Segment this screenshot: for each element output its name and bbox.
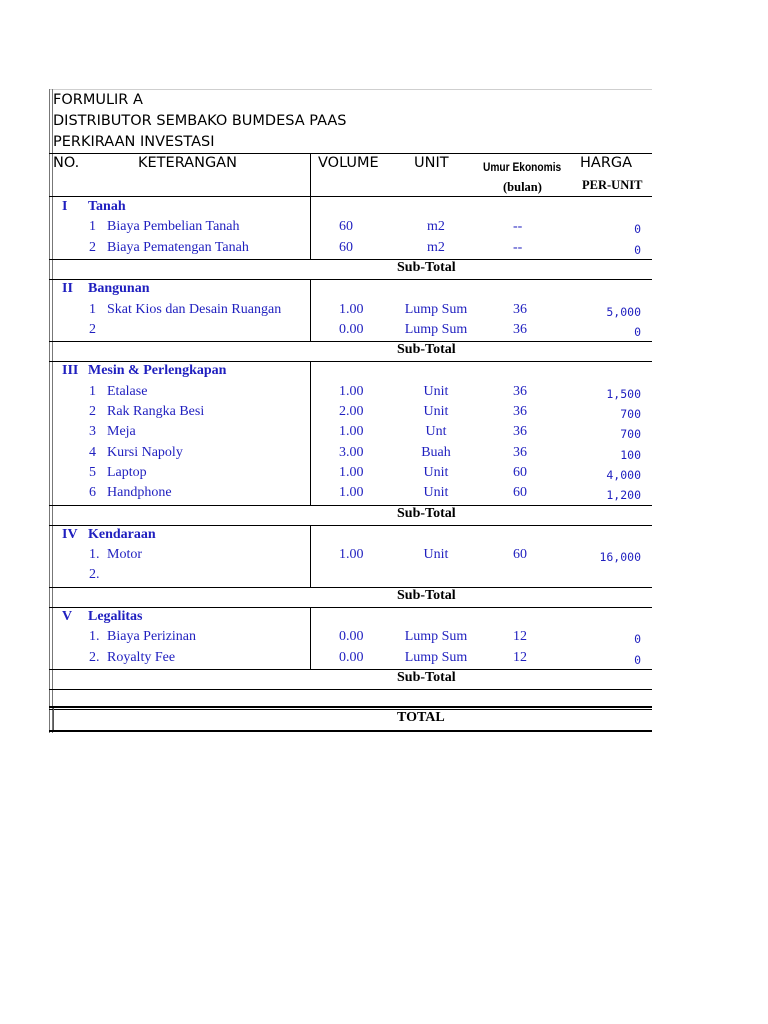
table-row (49, 445, 652, 465)
item-unit: Unit (423, 464, 449, 480)
item-umur: -- (513, 239, 523, 255)
section-number: III (62, 363, 79, 379)
item-umur: 36 (513, 404, 527, 419)
item-number: 1. (89, 547, 100, 563)
table-row (49, 219, 652, 239)
item-harga: 100 (620, 447, 641, 462)
item-number: 1 (89, 301, 96, 317)
total-left-rule (53, 708, 54, 731)
item-number: 1. (89, 629, 100, 645)
item-unit: Unit (423, 485, 449, 501)
section-name: Tanah (88, 199, 126, 214)
subtotal-top-rule (49, 505, 652, 506)
total-label: TOTAL (397, 710, 445, 725)
section-name: Bangunan (88, 281, 150, 297)
item-description: Biaya Perizinan (107, 629, 197, 645)
item-number: 2. (89, 567, 100, 583)
table-row (49, 404, 652, 424)
col-header-umur: Umur Ekonomis (483, 160, 562, 174)
item-unit: Lump Sum (404, 649, 468, 665)
item-unit: Unit (423, 383, 449, 399)
item-unit: Lump Sum (404, 321, 468, 337)
item-volume: 1.00 (339, 424, 364, 440)
subtotal-label: Sub-Total (397, 259, 456, 275)
item-description: Skat Kios dan Desain Ruangan (107, 301, 282, 317)
col-divider (310, 361, 311, 505)
col-header-unit: UNIT (414, 155, 449, 171)
item-number: 2 (89, 404, 96, 419)
item-number: 6 (89, 485, 96, 501)
section-header-row (49, 281, 652, 301)
item-number: 3 (89, 424, 96, 440)
item-unit: m2 (427, 239, 445, 255)
item-volume: 0.00 (339, 629, 364, 645)
item-description: Etalase (107, 383, 148, 399)
col-header-harga: HARGA (580, 155, 633, 171)
item-description: Meja (107, 424, 136, 440)
item-number: 5 (89, 464, 96, 480)
col-header-umur-sub: (bulan) (503, 180, 542, 194)
table-row (49, 465, 652, 485)
table-row (49, 384, 652, 404)
subtotal-bottom-rule (49, 361, 652, 362)
item-description: Handphone (107, 485, 172, 501)
subtotal-label: Sub-Total (397, 505, 456, 521)
subtotal-label: Sub-Total (397, 342, 456, 358)
item-unit: Unit (423, 404, 449, 419)
subtotal-top-rule (49, 341, 652, 342)
subtotal-top-rule (49, 259, 652, 260)
item-umur: 60 (513, 547, 527, 563)
col-divider (310, 525, 311, 588)
item-description: Biaya Pematengan Tanah (107, 239, 249, 255)
item-description: Biaya Pembelian Tanah (107, 219, 240, 235)
item-number: 1 (89, 383, 96, 399)
item-volume: 2.00 (339, 404, 364, 419)
col-divider (310, 197, 311, 260)
item-harga: 700 (620, 407, 641, 421)
col-divider (310, 279, 311, 342)
item-volume: 1.00 (339, 383, 364, 399)
item-umur: 12 (513, 629, 527, 645)
section-number: I (62, 199, 68, 214)
table-row (49, 629, 652, 649)
item-umur: 12 (513, 649, 527, 665)
item-description: Motor (107, 547, 142, 563)
item-number: 1 (89, 219, 96, 235)
item-number: 2. (89, 649, 100, 665)
section-name: Mesin & Perlengkapan (88, 363, 227, 379)
subtotal-bottom-rule (49, 689, 652, 690)
col-header-volume: VOLUME (318, 155, 379, 171)
item-unit: m2 (427, 219, 445, 235)
section-header-row (49, 609, 652, 629)
empty-row-rule (49, 709, 652, 710)
item-harga: 0 (634, 652, 641, 667)
item-volume: 1.00 (339, 547, 364, 563)
item-volume: 0.00 (339, 649, 364, 665)
form-title: FORMULIR A (53, 92, 143, 108)
item-description: Rak Rangka Besi (107, 404, 205, 419)
header-bottom-rule (49, 196, 652, 197)
form-subtitle: DISTRIBUTOR SEMBAKO BUMDESA PAAS (53, 113, 347, 129)
item-volume: 60 (339, 239, 353, 255)
item-umur: 36 (513, 444, 527, 460)
item-description: Laptop (107, 464, 147, 480)
item-umur: 36 (513, 321, 527, 337)
subtotal-top-rule (49, 669, 652, 670)
item-umur: -- (513, 219, 523, 235)
subtotal-bottom-rule (49, 607, 652, 608)
col-divider-header (310, 153, 311, 197)
sheet-top-border (49, 89, 652, 90)
item-harga: 0 (634, 222, 641, 237)
item-volume: 1.00 (339, 485, 364, 501)
item-umur: 36 (513, 301, 527, 317)
item-volume: 3.00 (339, 444, 364, 460)
total-top-rule (49, 706, 652, 708)
table-row (49, 485, 652, 505)
section-header-row (49, 527, 652, 547)
section-name: Kendaraan (88, 526, 156, 542)
investment-form-sheet (49, 89, 652, 733)
item-unit: Lump Sum (404, 629, 468, 645)
subtotal-top-rule (49, 587, 652, 588)
table-row (49, 240, 652, 260)
section-number: IV (62, 526, 78, 542)
subtotal-label: Sub-Total (397, 669, 456, 685)
table-row (49, 424, 652, 444)
item-unit: Unit (423, 547, 449, 563)
item-unit: Unt (425, 424, 447, 440)
item-harga: 700 (620, 427, 641, 442)
header-top-rule (49, 153, 652, 154)
item-harga: 0 (634, 242, 641, 257)
item-volume: 60 (339, 219, 353, 235)
table-row (49, 302, 652, 322)
section-header-row (49, 363, 652, 383)
item-description: Royalty Fee (107, 649, 176, 665)
item-harga: 1,500 (606, 386, 641, 401)
section-number: V (62, 609, 73, 624)
item-harga: 5,000 (606, 304, 641, 319)
item-harga: 0 (634, 324, 641, 339)
section-header-row (49, 199, 652, 219)
table-row (49, 650, 652, 670)
item-volume: 1.00 (339, 464, 364, 480)
form-section-title: PERKIRAAN INVESTASI (53, 134, 215, 150)
col-header-no: NO. (53, 155, 80, 171)
section-name: Legalitas (88, 609, 143, 624)
item-volume: 0.00 (339, 321, 364, 337)
item-unit: Lump Sum (404, 301, 468, 317)
item-unit: Buah (421, 444, 451, 460)
item-umur: 36 (513, 383, 527, 399)
subtotal-bottom-rule (49, 525, 652, 526)
col-header-harga-sub: PER-UNIT (582, 178, 643, 192)
item-number: 2 (89, 321, 96, 337)
item-umur: 36 (513, 424, 527, 440)
subtotal-bottom-rule (49, 279, 652, 280)
col-divider (310, 607, 311, 670)
subtotal-label: Sub-Total (397, 587, 456, 603)
item-umur: 60 (513, 464, 527, 480)
section-number: II (62, 281, 73, 297)
item-harga: 1,200 (606, 488, 641, 503)
table-row (49, 567, 652, 587)
item-umur: 60 (513, 485, 527, 501)
item-description: Kursi Napoly (107, 444, 183, 460)
col-header-keterangan: KETERANGAN (138, 155, 237, 171)
total-bottom-rule (49, 730, 652, 732)
item-volume: 1.00 (339, 301, 364, 317)
item-harga: 0 (634, 632, 641, 647)
item-number: 2 (89, 239, 96, 255)
item-number: 4 (89, 444, 96, 460)
table-row (49, 547, 652, 567)
item-harga: 16,000 (599, 550, 641, 565)
item-harga: 4,000 (606, 467, 641, 482)
table-row (49, 322, 652, 342)
